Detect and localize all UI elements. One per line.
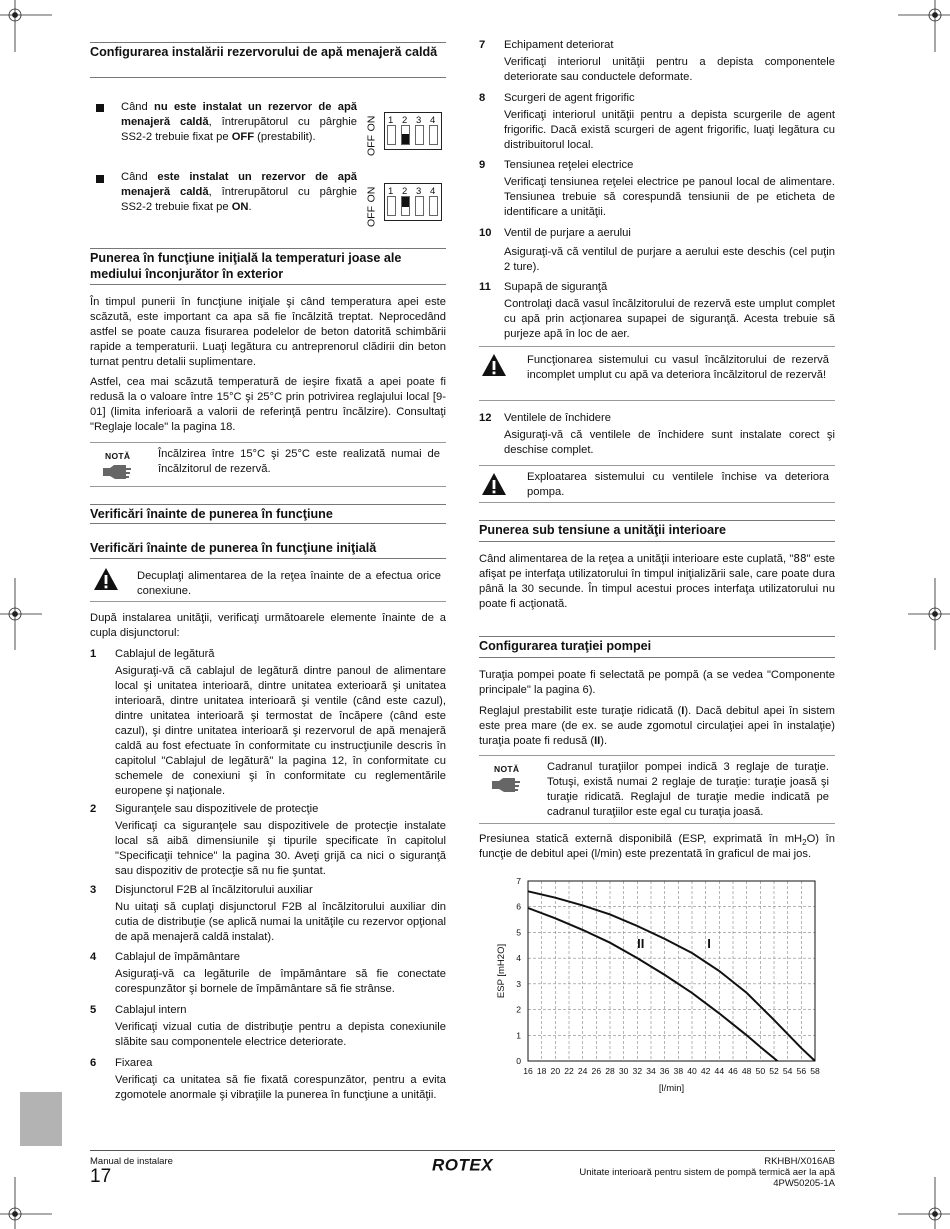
note-text-pump-dial: Cadranul turaţiilor pompei indică 3 reglaje de turaţie. Totuşi, există numai 2 reglaje de turaţie: turaţie joasă şi turaţie ridicată. Reglajul de turaţie medie indicată pe cadranul turaţiilor este egal cu turaţia joasă. [547, 761, 829, 818]
item-number: 12 [479, 412, 492, 424]
bullet-marker [96, 104, 104, 112]
section-title-dhw-tank: Configurarea instalării rezervorului de apă menajeră caldă [90, 45, 438, 59]
x-tick-label: 46 [728, 1066, 738, 1076]
item-number: 1 [90, 648, 97, 660]
item-body: Verificaţi ca unitatea să fie fixată corespunzător, pentru a evita zgomotele anormale şi vibraţiile la punerea în funcţiune a unităţii. [115, 1074, 446, 1101]
item-number: 6 [90, 1057, 97, 1069]
page-number: 17 [90, 1166, 112, 1187]
item-title: Scurgeri de agent frigorific [504, 92, 635, 104]
bullet-with-tank: Când este instalat un rezervor de apă menajeră caldă, întrerupătorul cu pârghie SS2-2 trebuie fixat pe ON. [121, 171, 357, 213]
section-title-pump-speed: Configurarea turaţiei pompei [479, 639, 652, 653]
paragraph-pump-speed-2: Reglajul prestabilit este turaţie ridicată (I). Dacă debitul apei în sistem este prea mare (de ex. se aude zgomotul circulaţiei apei în instalaţie) turaţia poate fi redusă (II). [479, 705, 835, 747]
note-label: NOTĂ [494, 764, 520, 774]
x-tick-label: 48 [741, 1066, 752, 1076]
x-tick-label: 32 [632, 1066, 643, 1076]
footer-description: Unitate interioară pentru sistem de pompă termică aer la apă [579, 1167, 835, 1178]
x-tick-label: 28 [605, 1066, 615, 1076]
paragraph-esp: Presiunea statică externă disponibilă (ESP, exprimată în $mH_2O$) în funcţie de debitul apei (l/min) este prezentată în graficul de mai jos. [479, 833, 835, 860]
item-title: Supapă de siguranţă [504, 281, 608, 293]
item-number: 2 [90, 803, 97, 815]
display-code: 88 [793, 552, 807, 565]
paragraph-pump-speed-1: Turaţia pompei poate fi selectată pe pompă (a se vedea "Componente principale" la pagina 6). [479, 669, 835, 696]
paragraph-checks-intro: După instalarea unităţii, verificaţi următoarele elemente înainte de a cupla disjunctorul: [90, 612, 446, 639]
warning-icon [481, 472, 507, 496]
dip-on-label: ON [365, 115, 378, 132]
item-title: Fixarea [115, 1057, 153, 1069]
item-body: Verificaţi interiorul unităţii pentru a depista scurgerile de agent frigorific. Dacă există scurgeri de agent frigorific, luaţi legătura cu distribuitorul local. [504, 109, 835, 151]
item-number: 8 [479, 92, 486, 104]
item-body: Nu uitaţi să cuplaţi disjunctorul F2B al încălzitorului auxiliar din cutia de distribuţie (se aplică numai la unităţile cu rezervor opţional de apă menajeră caldă instalat). [115, 901, 446, 943]
plot-frame [528, 881, 815, 1061]
item-number: 11 [479, 281, 491, 293]
rotex-logo: ROTEX [432, 1156, 494, 1175]
x-tick-label: 24 [577, 1066, 588, 1076]
x-tick-label: 50 [755, 1066, 766, 1076]
x-tick-label: 42 [700, 1066, 711, 1076]
series-line-low [528, 908, 777, 1061]
bullet-no-tank: Când nu este instalat un rezervor de apă menajeră caldă, întrerupătorul cu pârghie SS2-2 trebuie fixat pe OFF (prestabilit). [121, 101, 357, 143]
item-number: 4 [90, 951, 97, 963]
item-body: Asiguraţi-vă că ventilele de închidere sunt instalate corect şi deschise complet. [504, 429, 835, 456]
item-body: Controlaţi dacă vasul încălzitorului de rezervă este umplut complet cu apă prin acţionarea supapei de siguranţă. Acesta trebuie să purjeze apă în loc de aer. [504, 298, 835, 340]
series-label: II [637, 935, 645, 951]
pointing-hand-icon [101, 462, 133, 482]
dip-on-label: ON [365, 186, 378, 203]
item-title: Echipament deteriorat [504, 39, 614, 51]
paragraph-low-temp-1: În timpul punerii în funcţiune iniţiale şi când temperatura apei este scăzută, este important ca apa să fie încălzită treptat. Neprocedând astfel se poate cauza fisurarea podelelor de beton datorită schimbării rapide a temperaturii. Luaţi legătura cu antreprenorul clădirii din beton turnat pentru detalii suplimentare. [90, 296, 446, 368]
item-title: Tensiunea reţelei electrice [504, 159, 634, 171]
footer-model: RKHBH/X016AB [764, 1156, 835, 1167]
item-body: Verificaţi ca siguranţele sau dispozitivele de protecţie instalate local să aibă dimensiunile şi tipurile specificate în capitolul "Specificaţii tehnice" la pagina 30. Aveţi grijă ca nici o siguranţă sau dispozitiv de protecţie să nu fie şuntat. [115, 820, 446, 877]
warning-icon [481, 353, 507, 377]
item-body: Verificaţi interiorul unităţii pentru a depista componentele deteriorate sau conductele deformate. [504, 56, 835, 83]
warning-text-heater: Funcţionarea sistemului cu vasul încălzitorului de rezervă incomplet umplut cu apă va deteriora încălzitorul de rezervă! [527, 354, 829, 381]
y-tick-label: 4 [516, 953, 521, 964]
item-title: Cablajul de împământare [115, 951, 240, 963]
dip-off-label: OFF [365, 206, 378, 227]
x-tick-label: 44 [714, 1066, 725, 1076]
paragraph-low-temp-2: Astfel, cea mai scăzută temperatură de ieşire fixată a apei poate fi redusă la o valoare între 15°C şi 25°C prin potrivirea reglajului local [9-01] (limita inferioară a valorii de referinţă pentru încălzire). Consultaţi "Reglaje locale" la pagina 18. [90, 376, 446, 433]
x-tick-label: 52 [769, 1066, 779, 1076]
warning-icon [93, 567, 119, 591]
item-body: Asiguraţi-vă ca legăturile de împământare să fie conectate corespunzător şi bornele de împământare să fie strânse. [115, 968, 446, 995]
x-tick-label: 16 [523, 1066, 533, 1076]
section-title-checks: Verificări înainte de punerea în funcţiune [90, 507, 333, 521]
item-title: Cablajul intern [115, 1004, 187, 1016]
y-tick-label: 5 [516, 927, 521, 938]
bullet-marker [96, 175, 104, 183]
y-tick-label: 0 [516, 1056, 521, 1066]
y-axis-label: ESP [mH2O] [496, 943, 507, 999]
x-tick-label: 34 [646, 1066, 656, 1076]
pointing-hand-icon [490, 775, 522, 795]
x-tick-label: 56 [796, 1066, 807, 1076]
item-number: 7 [479, 39, 486, 51]
warning-text-valves: Exploatarea sistemului cu ventilele închise va deteriora pompa. [527, 471, 829, 498]
item-number: 5 [90, 1004, 97, 1016]
x-tick-label: 36 [659, 1066, 670, 1076]
series-line-high [528, 891, 815, 1061]
item-number: 10 [479, 227, 492, 239]
chapter-side-tab [20, 1092, 62, 1146]
item-body: Asiguraţi-vă că cablajul de legătură dintre panoul de alimentare local şi unitatea interioară, dintre unitatea exterioară şi unitatea interioară, dintre unitatea interioară şi ventile (când este cazul), dintre unitatea interioară şi termostat de încăpere (când este cazul), şi dintre unitatea interioară şi rezervorul de apă menajeră caldă au fost efectuate în conformitate cu instrucţiunile descris în capitolul "Cablajul de legătură" la pagina 12, în conformitate cu schemele de conexiuni şi în conformitate cu reglementările europene şi naţionale. [115, 665, 446, 797]
item-title: Ventilele de închidere [504, 412, 611, 424]
x-tick-label: 58 [810, 1066, 820, 1076]
x-tick-label: 40 [687, 1066, 697, 1076]
section-title-initial-checks: Verificări înainte de punerea în funcţiune iniţială [90, 541, 377, 555]
x-tick-label: 18 [536, 1066, 547, 1076]
item-title: Cablajul de legătură [115, 648, 215, 660]
footer-manual-label: Manual de instalare [90, 1156, 173, 1167]
item-title: Siguranţele sau dispozitivele de protecţie [115, 803, 319, 815]
y-tick-label: 7 [516, 876, 521, 886]
y-tick-label: 6 [516, 901, 521, 912]
paragraph-power-on: Când alimentarea de la reţea a unităţii interioare este cuplată, "88" este afişat pe interfaţa utilizatorului în timpul iniţializării sale, care poate dura până la 30 secunde. În timpul acestui proces interfaţa utilizatorului nu poate fi acţionată. [479, 552, 835, 610]
x-tick-label: 30 [618, 1066, 629, 1076]
dip-off-label: OFF [365, 135, 378, 156]
item-number: 3 [90, 884, 97, 896]
item-number: 9 [479, 159, 486, 171]
item-body: Verificaţi tensiunea reţelei electrice pe panoul local de alimentare. Tensiunea trebuie să corespundă tensiunii de pe eticheta de identificare a unităţii. [504, 176, 835, 218]
footer-code: 4PW50205-1A [773, 1178, 835, 1189]
warning-text-disconnect: Decuplaţi alimentarea de la reţea înainte de a efectua orice conexiune. [137, 570, 441, 597]
x-tick-label: 26 [591, 1066, 602, 1076]
item-body: Asiguraţi-vă că ventilul de purjare a aerului este deschis (cel puţin 2 ture). [504, 246, 835, 273]
y-tick-label: 2 [516, 1004, 521, 1015]
x-tick-label: 54 [782, 1066, 793, 1076]
x-tick-label: 20 [550, 1066, 561, 1076]
note-label: NOTĂ [105, 451, 131, 461]
y-tick-label: 3 [516, 978, 521, 989]
item-body: Verificaţi vizual cutia de distribuţie pentru a depista conexiunile slăbite sau componentele electrice deteriorate. [115, 1021, 446, 1048]
section-title-power-on: Punerea sub tensiune a unităţii interioare [479, 523, 727, 537]
esp-flow-chart [478, 868, 838, 1100]
series-label: I [707, 935, 711, 951]
note-text-heating: Încălzirea între 15°C şi 25°C este realizată numai de încălzitorul de rezervă. [158, 448, 440, 475]
item-title: Ventil de purjare a aerului [504, 227, 631, 239]
y-tick-label: 1 [516, 1030, 521, 1041]
x-axis-label: [l/min] [658, 1083, 685, 1094]
x-tick-label: 38 [673, 1066, 684, 1076]
x-tick-label: 22 [564, 1066, 574, 1076]
section-title-low-temp: Punerea în funcţiune iniţială la temperaturi joase ale mediului înconjurător în exterior [90, 251, 402, 281]
item-title: Disjunctorul F2B al încălzitorului auxiliar [115, 884, 313, 896]
